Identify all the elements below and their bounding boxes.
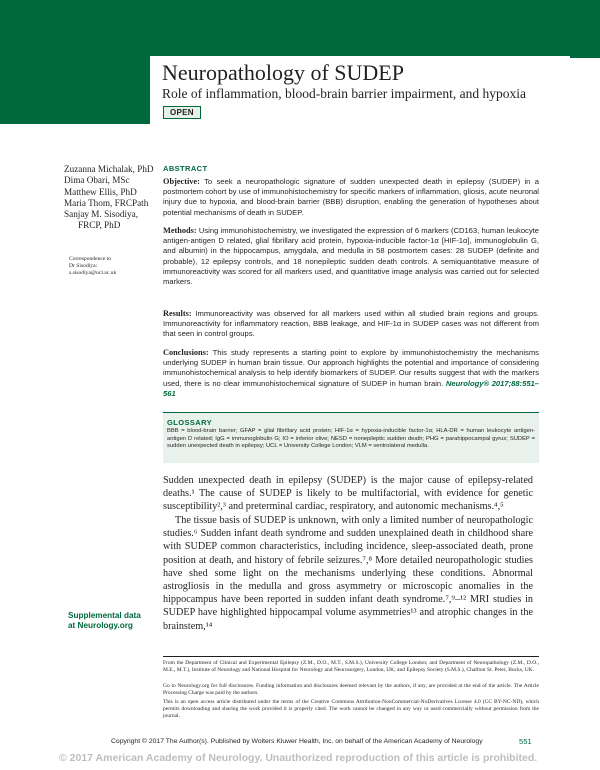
copyright-watermark: © 2017 American Academy of Neurology. Unauthorized reproduction of this article is prohibited. (59, 752, 538, 764)
correspondence-line: Correspondence to (69, 256, 112, 262)
methods-text: Using immunohistochemistry, we investigated the expression of 6 markers (CD163, human leukocyte antigen-antigen D related, glial fibrillary acid protein, hypoxia-inducible factor-1α [HIF-1α], immunoglobulin G, and albumin) in the hippocampus, amygdala, and medulla in 58 postmortem cases: 28 SUDEP (definite and probable), 12 epilepsy controls, and 18 nonepileptic sudden death controls. A semiquantitative measure of immunoreactivity was scored for all markers used, and quantitative image analysis was carried out for selected markers. (163, 226, 539, 287)
footer-copyright: Copyright © 2017 The Author(s). Published by Wolters Kluwer Health, Inc. on behalf of the American Academy of Neurology (111, 738, 483, 745)
results-text: Immunoreactivity was observed for all markers used within all studied brain regions and groups. Immunoreactivity for inflammatory reaction, BBB leakage, and HIF-1α in SUDEP cases was not different from that seen in control groups. (163, 309, 539, 339)
citation: Neurology® 2017;88:551–561 (163, 378, 539, 398)
results-label: Results: (163, 309, 192, 318)
open-access-badge: OPEN (163, 106, 201, 119)
author-list (64, 164, 164, 232)
body-paragraph-1: Sudden unexpected death in epilepsy (SUDEP) is the major cause of epilepsy-related deaths.¹ The cause of SUDEP is likely to be multifactorial, with evidence for genetic susceptibility²,³ and preterminal cardiac, respiratory, and autonomic mechanisms.⁴,⁵ (163, 475, 533, 513)
methods-label: Methods: (163, 226, 197, 235)
glossary-text: BBB = blood-brain barrier; GFAP = glial fibrillary acid protein; HIF-1α = hypoxia-inducible factor-1α; HLA-DR = human leukocyte antigen-antigen D related; IgG = immunoglobulin G; IO = inferior olive; NESD = nonepileptic sudden death; PHG = parahippocampal gyrus; SUDEP = sudden unexpected death in epilepsy; UCL = University College London; VLM = ventrolateral medulla. (167, 428, 535, 450)
author: Sanjay M. Sisodiya, (64, 209, 139, 220)
article-subtitle: Role of inflammation, blood-brain barrier impairment, and hypoxia (162, 86, 527, 101)
abstract-objective (163, 177, 539, 218)
glossary-heading: GLOSSARY (167, 418, 213, 427)
conclusions-text: This study represents a starting point to explore by immunohistochemistry the mechanisms underlying SUDEP in human brain tissue. Our approach highlights the potential and importance of considering immunohistochemical analysis to help identify biomarkers of SUDEP. Our results suggest that with the markers used, there is no clear immunohistochemical signature of SUDEP in human brain. (163, 348, 539, 388)
supplemental-line: at Neurology.org (68, 621, 133, 630)
author: Zuzanna Michalak, PhD (64, 164, 154, 174)
abstract-results (163, 309, 539, 340)
conclusions-label: Conclusions: (163, 348, 209, 357)
objective-label: Objective: (163, 177, 200, 186)
article-title: Neuropathology of SUDEP (162, 60, 404, 85)
page-number: 551 (519, 737, 532, 746)
abstract-heading: ABSTRACT (163, 164, 208, 173)
objective-text: To seek a neuropathologic signature of sudden unexpected death in epilepsy (SUDEP) in a postmortem cohort by use of immunohistochemistry for specific markers of inflammation, gliosis, acute neuronal injury due to hypoxia, and blood-brain barrier (BBB) disruption, enabling the generation of hypotheses about potential mechanisms of death in SUDEP. (163, 177, 539, 217)
author: Matthew Ellis, PhD (64, 186, 137, 197)
affiliation-rule (163, 656, 539, 657)
author: FRCP, PhD (78, 220, 121, 231)
correspondence-line: Dr Sisodiya: (69, 263, 98, 269)
author: Dima Obari, MSc (64, 175, 130, 186)
abstract-conclusions (163, 348, 539, 399)
author: Maria Thom, FRCPath (64, 197, 149, 208)
affiliations: From the Department of Clinical and Experimental Epilepsy (Z.M., D.O., M.T., S.M.S.), University College London; and Department of Neuropathology (Z.M., D.O., M.E., M.T.), Institute of Neurology and National Hospital for Neurology and Neurosurgery, London, UK; and Epilepsy Society (S.M.S.), Chalfont St. Peter, Bucks, UK. (163, 660, 539, 674)
body-paragraph-2: The tissue basis of SUDEP is unknown, with only a limited number of neuropathologic studies.⁶ Sudden infant death syndrome and sudden unexplained death in childhood share with SUDEP common characteristics, including incidence, sleep-associated death, prone position at death, and history of febrile seizures.⁷,⁸ More detailed neuropathologic studies have shed some light on the mechanisms underlying these conditions. Abnormal astrogliosis in the medulla and gross asymmetry or microscopic anomalies in the hippocampus have been reported in sudden infant death syndrome.⁷,⁹–¹² MRI studies in SUDEP have highlighted hippocampal volume asymmetries¹³ and atrophic changes in the brainstem,¹⁴ (163, 515, 533, 632)
supplemental-line: Supplemental data (68, 611, 141, 620)
abstract-methods (163, 226, 539, 287)
correspondence-email[interactable]: s.sisodiya@ucl.ac.uk (69, 270, 117, 276)
supplemental-data-link[interactable] (68, 611, 141, 631)
header-banner (0, 0, 600, 58)
disclosures: Go to Neurology.org for full disclosures. Funding information and disclosures deemed relevant by the authors, if any, are provided at the end of the article. The Article Processing Charge was paid by the authors. (163, 683, 539, 697)
header-side-strip (0, 58, 150, 124)
correspondence (69, 256, 116, 277)
license: This is an open access article distributed under the terms of the Creative Commons Attribution-NonCommercial-NoDerivatives License 4.0 (CC BY-NC-ND), which permits downloading and sharing the work provided it is properly cited. The work cannot be changed in any way or used commercially without permission from the journal. (163, 699, 539, 720)
